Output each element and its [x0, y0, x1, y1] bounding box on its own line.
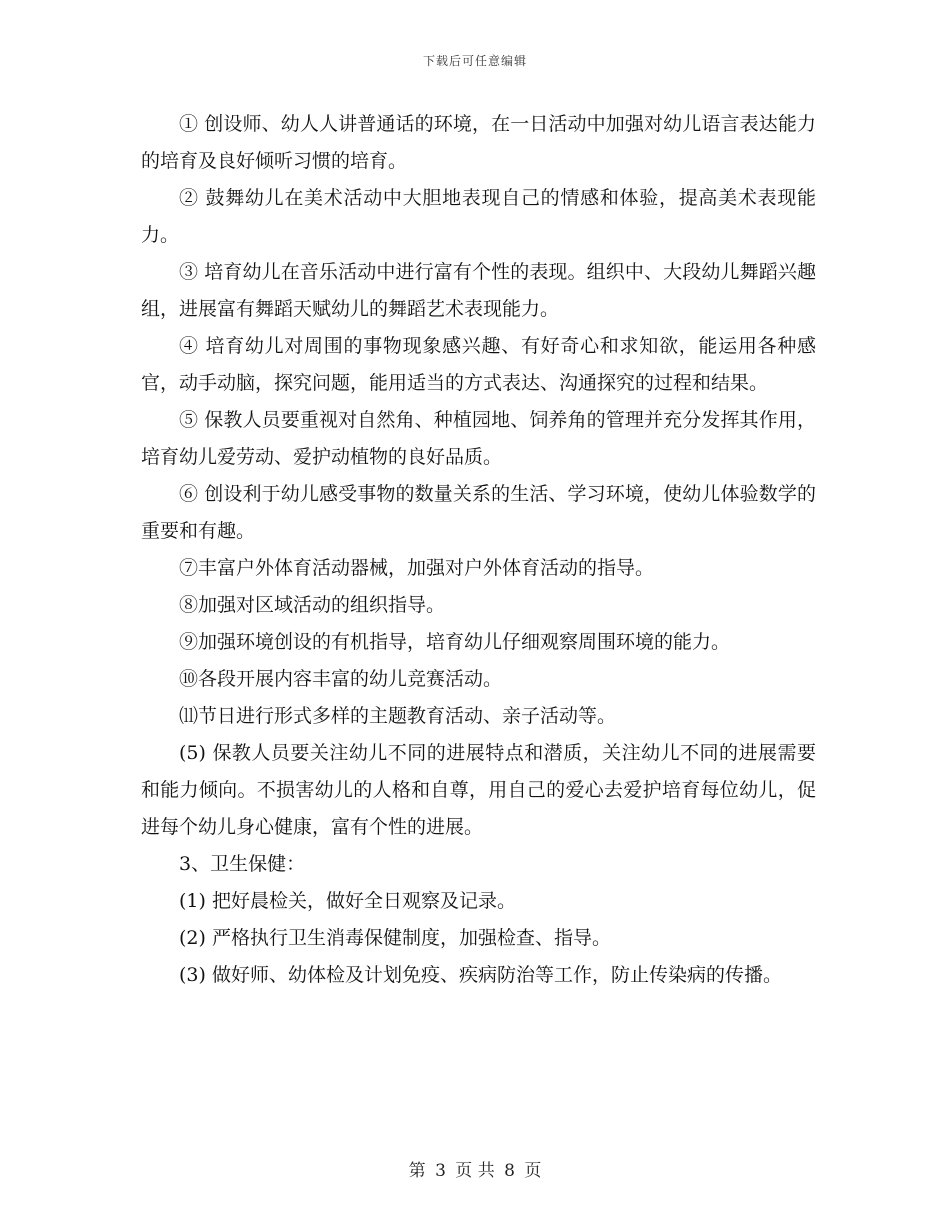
header-note: 下载后可任意编辑: [422, 54, 527, 68]
page-footer: [0, 1156, 950, 1181]
document-body: [141, 106, 816, 994]
page-total: 8: [504, 1161, 515, 1181]
paragraph-8: ⑧加强对区域活动的组织指导。: [179, 594, 446, 616]
paragraph-3: ③ 培育幼儿在音乐活动中进行富有个性的表现。组织中、大段幼儿舞蹈兴趣组，进展富有舞蹈天赋幼儿的舞蹈艺术表现能力。: [141, 261, 816, 320]
paragraph-11: ⑾节日进行形式多样的主题教育活动、亲子活动等。: [179, 705, 617, 727]
paragraph-2: ② 鼓舞幼儿在美术活动中大胆地表现自己的情感和体验，提高美术表现能力。: [141, 187, 816, 246]
paragraph-1: ① 创设师、幼人人讲普通话的环境，在一日活动中加强对幼儿语言表达能力的培育及良好倾听习惯的培育。: [141, 113, 816, 172]
page-mid: 页 共: [455, 1161, 495, 1181]
paragraph-13: (1) 把好晨检关，做好全日观察及记录。: [179, 890, 516, 912]
page-suffix: 页: [524, 1161, 542, 1181]
page-prefix: 第: [408, 1161, 426, 1181]
paragraph-15: (3) 做好师、幼体检及计划免疫、疾病防治等工作，防止传染病的传播。: [179, 964, 782, 986]
paragraph-14: (2) 严格执行卫生消毒保健制度，加强检查、指导。: [179, 927, 611, 949]
paragraph-5: ⑤ 保教人员要重视对自然角、种植园地、饲养角的管理并充分发挥其作用，培育幼儿爱劳动、爱护动植物的良好品质。: [141, 409, 816, 468]
paragraph-6: ⑥ 创设利于幼儿感受事物的数量关系的生活、学习环境，使幼儿体验数学的重要和有趣。: [141, 483, 816, 542]
paragraph-9: ⑨加强环境创设的有机指导，培育幼儿仔细观察周围环境的能力。: [179, 631, 731, 653]
paragraph-4: ④ 培育幼儿对周围的事物现象感兴趣、有好奇心和求知欲，能运用各种感官，动手动脑，探究问题，能用适当的方式表达、沟通探究的过程和结果。: [141, 335, 816, 394]
paragraph-10: ⑩各段开展内容丰富的幼儿竞赛活动。: [179, 668, 503, 690]
paragraph-7: ⑦丰富户外体育活动器械，加强对户外体育活动的指导。: [179, 557, 655, 579]
paragraph-12: (5) 保教人员要关注幼儿不同的进展特点和潜质，关注幼儿不同的进展需要和能力倾向。不损害幼儿的人格和自尊，用自己的爱心去爱护培育每位幼儿，促进每个幼儿身心健康，富有个性的进展。: [141, 742, 816, 838]
section-heading-hygiene: 3、卫生保健：: [179, 853, 306, 875]
page-current: 3: [435, 1161, 446, 1181]
